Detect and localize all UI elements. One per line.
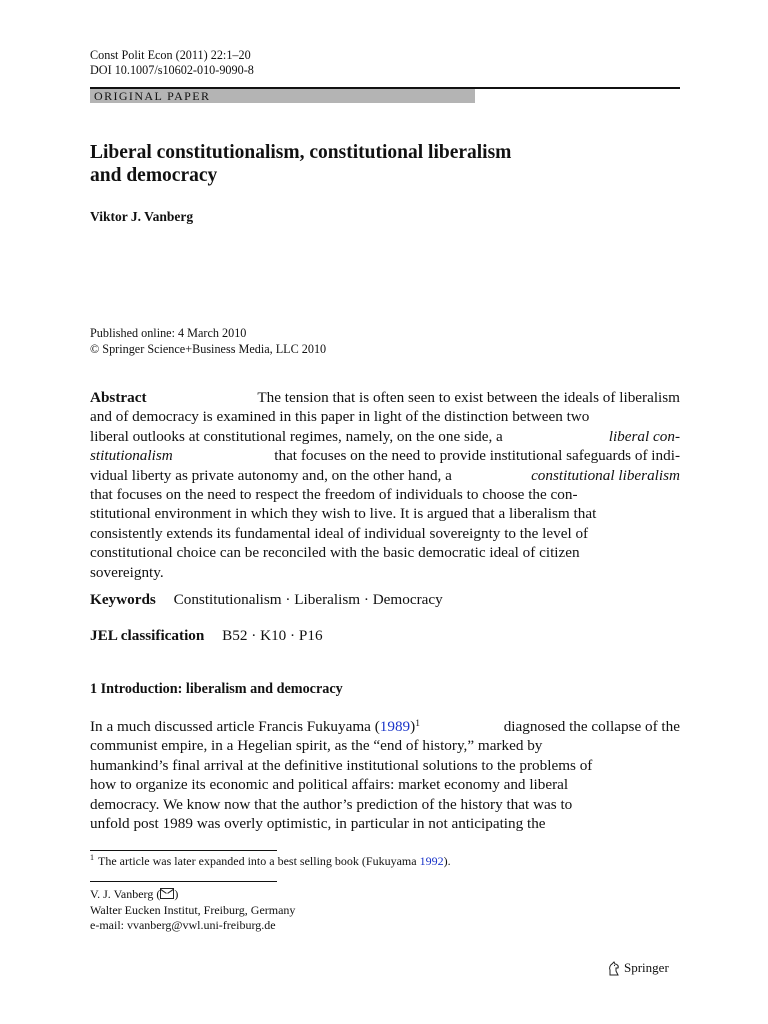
publisher-name: Springer	[624, 960, 669, 975]
jel-value: B52 · K10 · P16	[222, 627, 323, 644]
abstract-line: constitutional choice can be reconciled with the basic democratic ideal of citizen	[90, 544, 580, 562]
article-type-bar	[90, 87, 680, 103]
abstract	[90, 388, 680, 582]
copyright: © Springer Science+Business Media, LLC 2010	[90, 341, 327, 356]
affiliation-institute: Walter Eucken Institut, Freiburg, Germany	[90, 902, 296, 917]
footnote-number: 1	[90, 853, 94, 862]
journal-citation: Const Polit Econ (2011) 22:1–20	[90, 48, 251, 62]
footnote-divider	[90, 850, 277, 851]
published-date: Published online: 4 March 2010	[90, 326, 247, 340]
intro-line: In a much discussed article Francis Fukuyama $(1989)^1$ diagnosed the collapse of the	[90, 718, 680, 735]
affiliation-author: V. J. Vanberg (	[90, 887, 161, 901]
affiliation-email[interactable]: e-mail: vvanberg@vwl.uni-freiburg.de	[90, 918, 276, 932]
abstract-label: Abstract	[90, 389, 147, 406]
journal-header	[90, 48, 254, 78]
publication-info	[90, 326, 326, 357]
intro-line: democracy. We know now that the author’s prediction of the history that was to	[90, 795, 573, 813]
doi: DOI 10.1007/s10602-010-9090-8	[90, 63, 254, 77]
intro-line: how to organize its economic and political affairs: market economy and liberal	[90, 776, 569, 794]
abstract-line: stitutional environment in which they wish to live. It is argued that a liberalism that	[90, 505, 597, 523]
intro-line: unfold post 1989 was overly optimistic, in particular in not anticipating the	[90, 815, 546, 833]
keywords-value: Constitutionalism · Liberalism · Democracy	[173, 591, 443, 608]
intro-line: communist empire, in a Hegelian spirit, as the “end of history,” marked by	[90, 737, 543, 755]
abstract-line: vidual liberty as private autonomy and, on the other hand, a constitutional liberalism	[90, 466, 680, 484]
article-type-label: ORIGINAL PAPER	[94, 89, 211, 103]
paper-title	[90, 141, 680, 187]
abstract-line: stitutionalism that focuses on the need to provide institutional safeguards of indi-	[90, 447, 680, 465]
title-line-2: and democracy	[90, 165, 218, 186]
author-name: Viktor J. Vanberg	[90, 209, 194, 224]
affiliation-divider	[90, 881, 277, 882]
publisher-logo	[607, 960, 669, 976]
abstract-line: Abstract The tension that is often seen to exist between the ideals of liberalism	[90, 389, 680, 406]
abstract-line: sovereignty.	[90, 563, 164, 581]
citation-link-1989[interactable]: 1989	[379, 718, 411, 735]
footnote-ref[interactable]: 1	[415, 719, 420, 729]
jel-classification	[90, 627, 323, 645]
title-line-1: Liberal constitutionalism, constitutional liberalism	[90, 142, 512, 163]
keywords-label: Keywords	[90, 591, 156, 608]
affiliation: V. J. Vanberg ( ) Walter Eucken Institut, Freiburg, Germany e-mail: vvanberg@vwl.uni-freiburg.de	[90, 887, 296, 932]
footnote: $^1$ The article was later expanded into a best selling book (Fukuyama 1992).	[90, 853, 451, 868]
citation-link-1992[interactable]: 1992	[419, 854, 444, 868]
springer-horse-icon	[607, 961, 621, 976]
keywords	[90, 591, 443, 609]
abstract-line: consistently extends its fundamental ideal of individual sovereignty to the level of	[90, 524, 589, 542]
abstract-line: that focuses on the need to respect the freedom of individuals to choose the con-	[90, 486, 578, 504]
intro-paragraph	[90, 717, 680, 833]
jel-label: JEL classification	[90, 627, 205, 644]
abstract-line: and of democracy is examined in this paper in light of the distinction between two	[90, 408, 590, 426]
paper-page	[90, 0, 680, 1024]
section-heading: 1 Introduction: liberalism and democracy	[90, 681, 343, 697]
abstract-line: liberal outlooks at constitutional regimes, namely, on the one side, a liberal con-	[90, 427, 680, 445]
envelope-icon[interactable]	[160, 888, 174, 899]
intro-line: humankind’s final arrival at the definitive institutional solutions to the problems of	[90, 756, 593, 774]
